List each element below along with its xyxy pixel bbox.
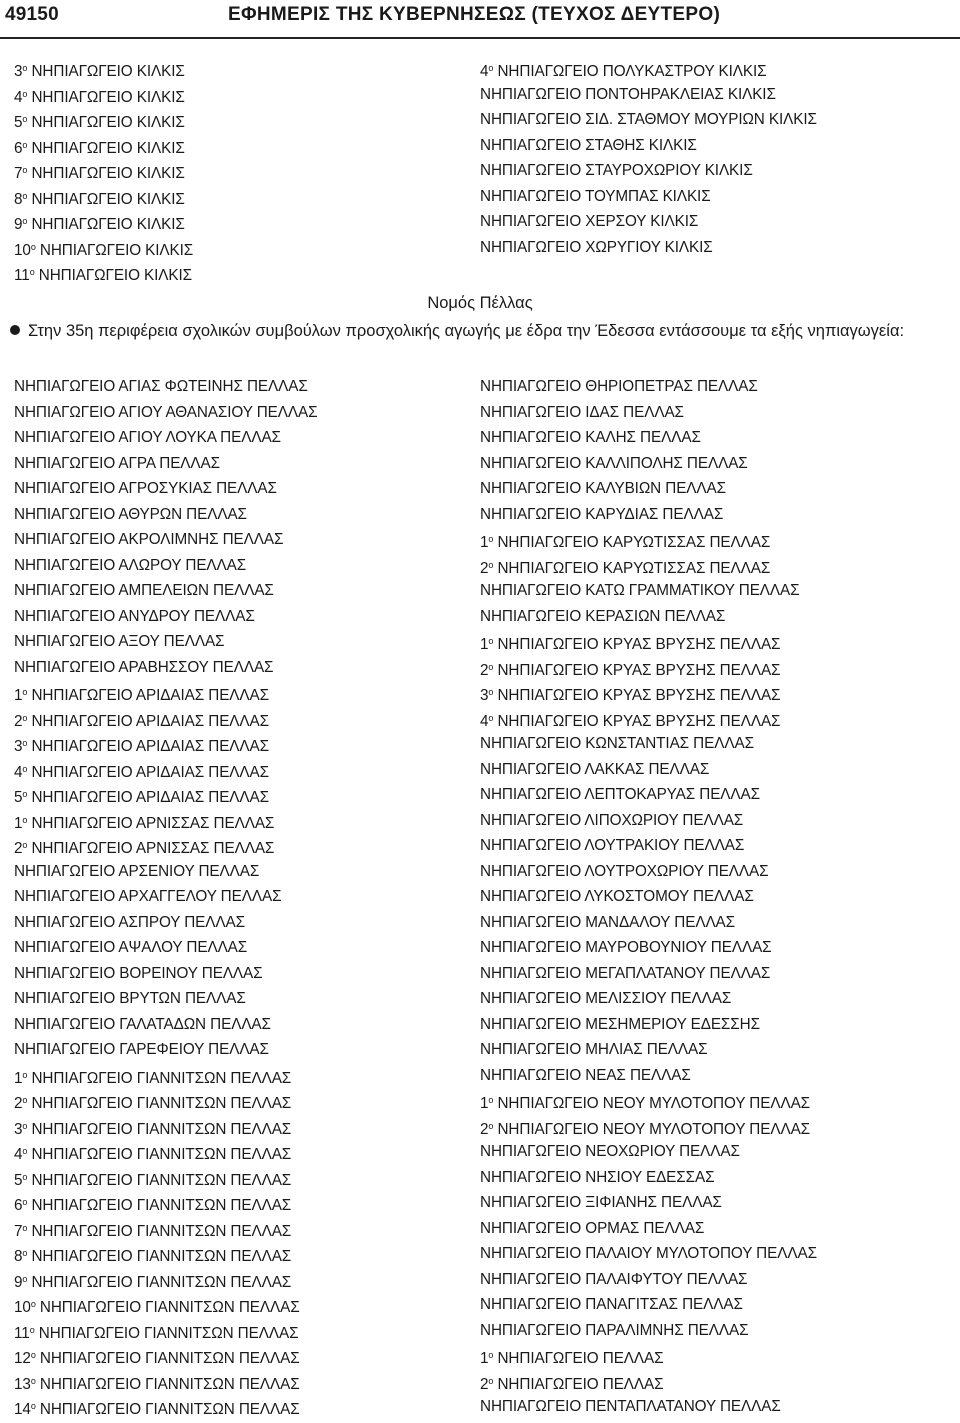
ordinal-suffix: ο	[22, 814, 28, 825]
school-list-item	[480, 1343, 817, 1369]
ordinal-suffix: ο	[488, 1350, 494, 1360]
ordinal-number: 9	[14, 1273, 23, 1291]
school-list-item	[480, 1394, 817, 1420]
school-list-item	[480, 655, 817, 681]
gazette-title: ΕΦΗΜΕΡΙΣ ΤΗΣ ΚΥΒΕΡΝΗΣΕΩΣ (ΤΕΥΧΟΣ ΔΕΥΤΕΡΟ)	[228, 4, 721, 25]
ordinal-number: 2	[480, 661, 489, 679]
ordinal-number: 4	[480, 712, 489, 730]
ordinal-number: 9	[14, 216, 23, 233]
school-name: ΝΗΠΙΑΓΩΓΕΙΟ ΑΓΙΟΥ ΛΟΥΚΑ ΠΕΛΛΑΣ	[14, 429, 281, 446]
school-list-item	[14, 859, 317, 885]
school-list-item	[14, 604, 317, 630]
school-list-item	[14, 56, 193, 82]
school-list-item	[14, 757, 317, 783]
school-name: ΝΗΠΙΑΓΩΓΕΙΟ ΑΡΙΔΑΙΑΣ ΠΕΛΛΑΣ	[27, 687, 269, 704]
school-list-item	[480, 56, 817, 82]
school-list-item	[14, 553, 317, 579]
ordinal-suffix: ο	[22, 63, 28, 73]
ordinal-suffix: ο	[22, 1146, 28, 1156]
school-name: ΝΗΠΙΑΓΩΓΕΙΟ ΣΤΑΘΗΣ ΚΙΛΚΙΣ	[480, 136, 697, 154]
school-name: ΝΗΠΙΑΓΩΓΕΙΟ ΑΡΙΔΑΙΑΣ ΠΕΛΛΑΣ	[27, 763, 269, 781]
school-name: ΝΗΠΙΑΓΩΓΕΙΟ ΙΔΑΣ ΠΕΛΛΑΣ	[480, 403, 684, 421]
bullet-icon	[10, 325, 20, 335]
prefecture-heading: Νομός Πέλλας	[427, 294, 533, 312]
school-name: ΝΗΠΙΑΓΩΓΕΙΟ ΣΙΔ. ΣΤΑΘΜΟΥ ΜΟΥΡΙΩΝ ΚΙΛΚΙΣ	[480, 111, 817, 128]
school-list-item	[480, 1318, 817, 1344]
school-name: ΝΗΠΙΑΓΩΓΕΙΟ ΚΡΥΑΣ ΒΡΥΣΗΣ ΠΕΛΛΑΣ	[493, 687, 781, 704]
ordinal-number: 7	[14, 1222, 23, 1240]
school-list-item	[14, 1139, 317, 1165]
school-name: ΝΗΠΙΑΓΩΓΕΙΟ ΚΑΡΥΩΤΙΣΣΑΣ ΠΕΛΛΑΣ	[493, 534, 771, 551]
pella-list-left	[14, 374, 317, 1420]
ordinal-number: 2	[480, 559, 489, 577]
school-name: ΝΗΠΙΑΓΩΓΕΙΟ ΝΕΟΧΩΡΙΟΥ ΠΕΛΛΑΣ	[480, 1143, 740, 1160]
school-list-item	[480, 1216, 817, 1242]
school-name: ΝΗΠΙΑΓΩΓΕΙΟ ΠΑΛΑΙΦΥΤΟΥ ΠΕΛΛΑΣ	[480, 1270, 748, 1288]
ordinal-number: 4	[14, 763, 23, 781]
ordinal-number: 8	[14, 190, 23, 208]
school-name: ΝΗΠΙΑΓΩΓΕΙΟ ΟΡΜΑΣ ΠΕΛΛΑΣ	[480, 1219, 705, 1237]
school-list-item	[14, 260, 193, 286]
school-list-item	[14, 476, 317, 502]
ordinal-suffix: ο	[29, 267, 35, 277]
ordinal-suffix: ο	[30, 241, 36, 252]
school-list-item	[480, 1292, 817, 1318]
school-name: ΝΗΠΙΑΓΩΓΕΙΟ ΜΑΥΡΟΒΟΥΝΙΟΥ ΠΕΛΛΑΣ	[480, 939, 772, 956]
ordinal-suffix: ο	[488, 63, 494, 73]
school-list-item	[480, 82, 817, 108]
ordinal-number: 10	[14, 1299, 31, 1316]
page-number: 49150	[5, 4, 59, 25]
school-name: ΝΗΠΙΑΓΩΓΕΙΟ ΓΙΑΝΝΙΤΣΩΝ ΠΕΛΛΑΣ	[35, 1401, 300, 1418]
ordinal-number: 5	[14, 114, 23, 131]
school-name: ΝΗΠΙΑΓΩΓΕΙΟ ΚΙΛΚΙΣ	[27, 63, 185, 80]
school-name: ΝΗΠΙΑΓΩΓΕΙΟ ΑΓΡΑ ΠΕΛΛΑΣ	[14, 454, 220, 472]
school-list-item	[14, 1088, 317, 1114]
school-name: ΝΗΠΙΑΓΩΓΕΙΟ ΓΑΛΑΤΑΔΩΝ ΠΕΛΛΑΣ	[14, 1015, 271, 1033]
school-name: ΝΗΠΙΑΓΩΓΕΙΟ ΓΑΡΕΦΕΙΟΥ ΠΕΛΛΑΣ	[14, 1041, 269, 1058]
school-name: ΝΗΠΙΑΓΩΓΕΙΟ ΠΕΛΛΑΣ	[493, 1350, 664, 1367]
school-list-item	[480, 629, 817, 655]
school-name: ΝΗΠΙΑΓΩΓΕΙΟ ΚΑΤΩ ΓΡΑΜΜΑΤΙΚΟΥ ΠΕΛΛΑΣ	[480, 582, 800, 599]
school-list-item	[14, 986, 317, 1012]
ordinal-number: 2	[480, 1375, 489, 1393]
ordinal-suffix: ο	[22, 712, 28, 723]
school-name: ΝΗΠΙΑΓΩΓΕΙΟ ΚΕΡΑΣΙΩΝ ΠΕΛΛΑΣ	[480, 607, 726, 625]
school-name: ΝΗΠΙΑΓΩΓΕΙΟ ΓΙΑΝΝΙΤΣΩΝ ΠΕΛΛΑΣ	[35, 1350, 300, 1367]
school-list-item	[14, 1369, 317, 1395]
ordinal-suffix: ο	[22, 165, 28, 175]
school-list-item	[14, 1318, 317, 1344]
ordinal-suffix: ο	[22, 840, 28, 850]
ordinal-number: 5	[14, 1171, 23, 1189]
school-list-item	[480, 782, 817, 808]
school-list-item	[14, 374, 317, 400]
ordinal-suffix: ο	[488, 1375, 494, 1386]
school-name: ΝΗΠΙΑΓΩΓΕΙΟ ΛΙΠΟΧΩΡΙΟΥ ΠΕΛΛΑΣ	[480, 811, 744, 829]
ordinal-suffix: ο	[488, 559, 494, 570]
school-name: ΝΗΠΙΑΓΩΓΕΙΟ ΑΡΙΔΑΙΑΣ ΠΕΛΛΑΣ	[27, 712, 269, 730]
school-list-item	[14, 527, 317, 553]
ordinal-number: 4	[480, 63, 489, 80]
school-name: ΝΗΠΙΑΓΩΓΕΙΟ ΚΙΛΚΙΣ	[27, 165, 185, 182]
school-name: ΝΗΠΙΑΓΩΓΕΙΟ ΑΛΩΡΟΥ ΠΕΛΛΑΣ	[14, 556, 247, 574]
school-list-item	[480, 884, 817, 910]
school-list-item	[480, 910, 817, 936]
ordinal-suffix: ο	[30, 1299, 36, 1309]
school-name: ΝΗΠΙΑΓΩΓΕΙΟ ΝΕΟΥ ΜΥΛΟΤΟΠΟΥ ΠΕΛΛΑΣ	[493, 1120, 811, 1138]
ordinal-number: 12	[14, 1350, 31, 1367]
school-name: ΝΗΠΙΑΓΩΓΕΙΟ ΚΑΛΛΙΠΟΛΗΣ ΠΕΛΛΑΣ	[480, 454, 748, 472]
ordinal-suffix: ο	[22, 139, 28, 150]
ordinal-number: 1	[480, 1095, 489, 1112]
ordinal-number: 4	[14, 88, 23, 106]
school-name: ΝΗΠΙΑΓΩΓΕΙΟ ΠΑΝΑΓΙΤΣΑΣ ΠΕΛΛΑΣ	[480, 1296, 743, 1313]
school-list-item	[480, 476, 817, 502]
school-list-item	[480, 158, 817, 184]
kilkis-list-left	[14, 56, 193, 286]
pella-list-right	[480, 374, 817, 1420]
school-list-item	[14, 1267, 317, 1293]
ordinal-number: 1	[480, 1350, 489, 1367]
school-name: ΝΗΠΙΑΓΩΓΕΙΟ ΑΘΥΡΩΝ ΠΕΛΛΑΣ	[14, 505, 247, 523]
school-name: ΝΗΠΙΑΓΩΓΕΙΟ ΚΑΛΥΒΙΩΝ ΠΕΛΛΑΣ	[480, 480, 727, 497]
school-name: ΝΗΠΙΑΓΩΓΕΙΟ ΒΡΥΤΩΝ ΠΕΛΛΑΣ	[14, 990, 246, 1007]
school-list-item	[14, 1241, 317, 1267]
school-name: ΝΗΠΙΑΓΩΓΕΙΟ ΠΟΛΥΚΑΣΤΡΟΥ ΚΙΛΚΙΣ	[493, 63, 767, 80]
school-name: ΝΗΠΙΑΓΩΓΕΙΟ ΓΙΑΝΝΙΤΣΩΝ ΠΕΛΛΑΣ	[27, 1069, 292, 1087]
ordinal-number: 3	[14, 1120, 23, 1138]
ordinal-number: 14	[14, 1401, 31, 1418]
ordinal-number: 5	[14, 789, 23, 806]
school-list-item	[14, 578, 317, 604]
school-name: ΝΗΠΙΑΓΩΓΕΙΟ ΚΙΛΚΙΣ	[27, 114, 185, 131]
school-list-item	[14, 935, 317, 961]
ordinal-number: 8	[14, 1248, 23, 1265]
school-name: ΝΗΠΙΑΓΩΓΕΙΟ ΓΙΑΝΝΙΤΣΩΝ ΠΕΛΛΑΣ	[27, 1273, 292, 1291]
ordinal-suffix: ο	[22, 763, 28, 774]
school-list-item	[14, 1190, 317, 1216]
school-list-item	[14, 884, 317, 910]
school-list-item	[480, 374, 817, 400]
school-list-item	[480, 986, 817, 1012]
ordinal-suffix: ο	[30, 1350, 36, 1360]
ordinal-suffix: ο	[30, 1375, 36, 1386]
school-list-item	[480, 1190, 817, 1216]
school-list-item	[14, 808, 317, 834]
school-list-item	[480, 604, 817, 630]
school-name: ΝΗΠΙΑΓΩΓΕΙΟ ΑΡΣΕΝΙΟΥ ΠΕΛΛΑΣ	[14, 862, 260, 880]
school-name: ΝΗΠΙΑΓΩΓΕΙΟ ΓΙΑΝΝΙΤΣΩΝ ΠΕΛΛΑΣ	[27, 1197, 292, 1214]
school-name: ΝΗΠΙΑΓΩΓΕΙΟ ΑΣΠΡΟΥ ΠΕΛΛΑΣ	[14, 913, 245, 931]
ordinal-suffix: ο	[22, 216, 28, 226]
school-list-item	[14, 133, 193, 159]
school-name: ΝΗΠΙΑΓΩΓΕΙΟ ΑΡΝΙΣΣΑΣ ΠΕΛΛΑΣ	[27, 840, 275, 857]
school-list-item	[14, 184, 193, 210]
school-name: ΝΗΠΙΑΓΩΓΕΙΟ ΚΑΛΗΣ ΠΕΛΛΑΣ	[480, 429, 701, 446]
ordinal-number: 2	[14, 712, 23, 730]
school-list-item	[14, 1037, 317, 1063]
school-list-item	[480, 935, 817, 961]
ordinal-number: 10	[14, 241, 31, 259]
school-name: ΝΗΠΙΑΓΩΓΕΙΟ ΓΙΑΝΝΙΤΣΩΝ ΠΕΛΛΑΣ	[35, 1375, 300, 1393]
ordinal-number: 2	[14, 840, 23, 857]
school-list-item	[14, 1012, 317, 1038]
school-name: ΝΗΠΙΑΓΩΓΕΙΟ ΘΗΡΙΟΠΕΤΡΑΣ ΠΕΛΛΑΣ	[480, 378, 758, 395]
school-name: ΝΗΠΙΑΓΩΓΕΙΟ ΑΓΡΟΣΥΚΙΑΣ ΠΕΛΛΑΣ	[14, 480, 277, 497]
school-name: ΝΗΠΙΑΓΩΓΕΙΟ ΚΑΡΥΔΙΑΣ ΠΕΛΛΑΣ	[480, 505, 724, 523]
school-name: ΝΗΠΙΑΓΩΓΕΙΟ ΝΕΟΥ ΜΥΛΟΤΟΠΟΥ ΠΕΛΛΑΣ	[493, 1095, 811, 1112]
school-name: ΝΗΠΙΑΓΩΓΕΙΟ ΛΟΥΤΡΑΚΙΟΥ ΠΕΛΛΑΣ	[480, 837, 745, 854]
school-name: ΝΗΠΙΑΓΩΓΕΙΟ ΓΙΑΝΝΙΤΣΩΝ ΠΕΛΛΑΣ	[35, 1299, 300, 1316]
school-name: ΝΗΠΙΑΓΩΓΕΙΟ ΓΙΑΝΝΙΤΣΩΝ ΠΕΛΛΑΣ	[27, 1095, 292, 1112]
school-name: ΝΗΠΙΑΓΩΓΕΙΟ ΓΙΑΝΝΙΤΣΩΝ ΠΕΛΛΑΣ	[27, 1120, 292, 1138]
school-list-item	[14, 680, 317, 706]
school-list-item	[14, 82, 193, 108]
page-header	[0, 0, 960, 44]
ordinal-number: 1	[14, 687, 23, 704]
school-list-item	[14, 629, 317, 655]
school-name: ΝΗΠΙΑΓΩΓΕΙΟ ΠΕΛΛΑΣ	[493, 1375, 664, 1393]
school-name: ΝΗΠΙΑΓΩΓΕΙΟ ΝΗΣΙΟΥ ΕΔΕΣΣΑΣ	[480, 1168, 715, 1186]
school-name: ΝΗΠΙΑΓΩΓΕΙΟ ΓΙΑΝΝΙΤΣΩΝ ΠΕΛΛΑΣ	[27, 1222, 292, 1240]
school-name: ΝΗΠΙΑΓΩΓΕΙΟ ΑΓΙΟΥ ΑΘΑΝΑΣΙΟΥ ΠΕΛΛΑΣ	[14, 403, 318, 421]
ordinal-suffix: ο	[488, 636, 494, 646]
school-name: ΝΗΠΙΑΓΩΓΕΙΟ ΛΟΥΤΡΟΧΩΡΙΟΥ ΠΕΛΛΑΣ	[480, 862, 769, 880]
school-list-item	[480, 1114, 817, 1140]
school-list-item	[480, 451, 817, 477]
school-list-item	[14, 1063, 317, 1089]
school-name: ΝΗΠΙΑΓΩΓΕΙΟ ΚΙΛΚΙΣ	[27, 190, 185, 208]
ordinal-number: 1	[14, 814, 23, 832]
ordinal-number: 11	[14, 1324, 30, 1342]
ordinal-suffix: ο	[22, 1171, 28, 1182]
ordinal-suffix: ο	[488, 534, 494, 544]
ordinal-number: 11	[14, 267, 30, 284]
school-list-item	[480, 1139, 817, 1165]
school-list-item	[480, 1369, 817, 1395]
school-list-item	[480, 1241, 817, 1267]
school-name: ΝΗΠΙΑΓΩΓΕΙΟ ΑΓΙΑΣ ΦΩΤΕΙΝΗΣ ΠΕΛΛΑΣ	[14, 378, 308, 395]
school-list-item	[14, 1292, 317, 1318]
ordinal-suffix: ο	[22, 1197, 28, 1207]
school-name: ΝΗΠΙΑΓΩΓΕΙΟ ΤΟΥΜΠΑΣ ΚΙΛΚΙΣ	[480, 187, 711, 205]
ordinal-number: 3	[14, 738, 23, 755]
ordinal-suffix: ο	[488, 661, 494, 672]
school-name: ΝΗΠΙΑΓΩΓΕΙΟ ΚΙΛΚΙΣ	[27, 216, 185, 233]
ordinal-suffix: ο	[22, 789, 28, 799]
ordinal-suffix: ο	[29, 1324, 35, 1335]
school-list-item	[480, 1037, 817, 1063]
ordinal-number: 3	[480, 687, 489, 704]
school-name: ΝΗΠΙΑΓΩΓΕΙΟ ΚΩΝΣΤΑΝΤΙΑΣ ΠΕΛΛΑΣ	[480, 735, 754, 752]
school-list-item	[14, 731, 317, 757]
ordinal-number: 1	[14, 1069, 23, 1087]
school-name: ΝΗΠΙΑΓΩΓΕΙΟ ΣΤΑΥΡΟΧΩΡΙΟΥ ΚΙΛΚΙΣ	[480, 162, 753, 179]
school-name: ΝΗΠΙΑΓΩΓΕΙΟ ΜΗΛΙΑΣ ΠΕΛΛΑΣ	[480, 1041, 708, 1058]
school-list-item	[480, 680, 817, 706]
school-name: ΝΗΠΙΑΓΩΓΕΙΟ ΓΙΑΝΝΙΤΣΩΝ ΠΕΛΛΑΣ	[27, 1171, 292, 1189]
school-name: ΝΗΠΙΑΓΩΓΕΙΟ ΑΡΧΑΓΓΕΛΟΥ ΠΕΛΛΑΣ	[14, 888, 282, 905]
school-name: ΝΗΠΙΑΓΩΓΕΙΟ ΜΕΓΑΠΛΑΤΑΝΟΥ ΠΕΛΛΑΣ	[480, 964, 771, 982]
school-name: ΝΗΠΙΑΓΩΓΕΙΟ ΠΟΝΤΟΗΡΑΚΛΕΙΑΣ ΚΙΛΚΙΣ	[480, 85, 776, 103]
ordinal-suffix: ο	[488, 1120, 494, 1131]
school-name: ΝΗΠΙΑΓΩΓΕΙΟ ΚΙΛΚΙΣ	[34, 267, 193, 284]
ordinal-number: 7	[14, 165, 23, 182]
ordinal-suffix: ο	[22, 1095, 28, 1105]
school-name: ΝΗΠΙΑΓΩΓΕΙΟ ΑΞΟΥ ΠΕΛΛΑΣ	[14, 633, 225, 650]
school-name: ΝΗΠΙΑΓΩΓΕΙΟ ΝΕΑΣ ΠΕΛΛΑΣ	[480, 1066, 691, 1084]
school-list-item	[14, 1216, 317, 1242]
school-name: ΝΗΠΙΑΓΩΓΕΙΟ ΑΡΝΙΣΣΑΣ ΠΕΛΛΑΣ	[27, 814, 275, 832]
school-list-item	[14, 502, 317, 528]
school-list-item	[480, 578, 817, 604]
ordinal-suffix: ο	[22, 1273, 28, 1284]
school-list-item	[14, 425, 317, 451]
school-list-item	[14, 400, 317, 426]
header-rule	[0, 37, 960, 39]
ordinal-suffix: ο	[22, 738, 28, 748]
school-list-item	[14, 1394, 317, 1420]
school-name: ΝΗΠΙΑΓΩΓΕΙΟ ΧΕΡΣΟΥ ΚΙΛΚΙΣ	[480, 213, 699, 230]
school-name: ΝΗΠΙΑΓΩΓΕΙΟ ΑΨΑΛΟΥ ΠΕΛΛΑΣ	[14, 939, 248, 956]
ordinal-suffix: ο	[22, 1222, 28, 1233]
ordinal-suffix: ο	[22, 190, 28, 201]
ordinal-suffix: ο	[22, 88, 28, 99]
school-list-item	[480, 1012, 817, 1038]
school-list-item	[480, 235, 817, 261]
school-list-item	[480, 1088, 817, 1114]
school-name: ΝΗΠΙΑΓΩΓΕΙΟ ΜΕΣΗΜΕΡΙΟΥ ΕΔΕΣΣΗΣ	[480, 1015, 760, 1033]
school-name: ΝΗΠΙΑΓΩΓΕΙΟ ΑΚΡΟΛΙΜΝΗΣ ΠΕΛΛΑΣ	[14, 531, 284, 548]
ordinal-suffix: ο	[488, 712, 494, 723]
school-name: ΝΗΠΙΑΓΩΓΕΙΟ ΧΩΡΥΓΙΟΥ ΚΙΛΚΙΣ	[480, 238, 713, 256]
school-list-item	[480, 833, 817, 859]
school-name: ΝΗΠΙΑΓΩΓΕΙΟ ΚΙΛΚΙΣ	[35, 241, 194, 259]
ordinal-number: 1	[480, 636, 489, 653]
school-list-item	[480, 808, 817, 834]
school-name: ΝΗΠΙΑΓΩΓΕΙΟ ΚΙΛΚΙΣ	[27, 88, 185, 106]
school-list-item	[480, 1063, 817, 1089]
school-list-item	[480, 961, 817, 987]
ordinal-number: 6	[14, 139, 23, 157]
school-name: ΝΗΠΙΑΓΩΓΕΙΟ ΑΜΠΕΛΕΙΩΝ ΠΕΛΛΑΣ	[14, 582, 274, 599]
school-name: ΝΗΠΙΑΓΩΓΕΙΟ ΠΑΡΑΛΙΜΝΗΣ ΠΕΛΛΑΣ	[480, 1321, 749, 1339]
school-list-item	[14, 209, 193, 235]
school-list-item	[480, 527, 817, 553]
school-list-item	[480, 400, 817, 426]
school-name: ΝΗΠΙΑΓΩΓΕΙΟ ΞΙΦΙΑΝΗΣ ΠΕΛΛΑΣ	[480, 1194, 722, 1211]
school-name: ΝΗΠΙΑΓΩΓΕΙΟ ΓΙΑΝΝΙΤΣΩΝ ΠΕΛΛΑΣ	[27, 1146, 292, 1163]
ordinal-number: 2	[480, 1120, 489, 1138]
school-list-item	[480, 757, 817, 783]
school-name: ΝΗΠΙΑΓΩΓΕΙΟ ΓΙΑΝΝΙΤΣΩΝ ΠΕΛΛΑΣ	[27, 1248, 292, 1265]
school-list-item	[14, 706, 317, 732]
intro-paragraph	[4, 320, 956, 343]
school-list-item	[480, 502, 817, 528]
school-list-item	[14, 107, 193, 133]
ordinal-suffix: ο	[488, 1095, 494, 1105]
school-name: ΝΗΠΙΑΓΩΓΕΙΟ ΑΡΙΔΑΙΑΣ ΠΕΛΛΑΣ	[27, 789, 269, 806]
ordinal-suffix: ο	[22, 687, 28, 697]
ordinal-number: 2	[14, 1095, 23, 1112]
school-list-item	[14, 1343, 317, 1369]
school-list-item	[14, 1165, 317, 1191]
ordinal-suffix: ο	[22, 1120, 28, 1131]
school-list-item	[14, 451, 317, 477]
school-name: ΝΗΠΙΑΓΩΓΕΙΟ ΑΡΑΒΗΣΣΟΥ ΠΕΛΛΑΣ	[14, 658, 274, 676]
school-list-item	[480, 706, 817, 732]
ordinal-suffix: ο	[488, 687, 494, 697]
school-name: ΝΗΠΙΑΓΩΓΕΙΟ ΚΡΥΑΣ ΒΡΥΣΗΣ ΠΕΛΛΑΣ	[493, 636, 781, 653]
ordinal-number: 4	[14, 1146, 23, 1163]
school-list-item	[14, 1114, 317, 1140]
school-name: ΝΗΠΙΑΓΩΓΕΙΟ ΜΕΛΙΣΣΙΟΥ ΠΕΛΛΑΣ	[480, 990, 732, 1007]
school-list-item	[480, 209, 817, 235]
kilkis-list-right	[480, 56, 817, 260]
school-name: ΝΗΠΙΑΓΩΓΕΙΟ ΛΑΚΚΑΣ ΠΕΛΛΑΣ	[480, 760, 710, 778]
school-name: ΝΗΠΙΑΓΩΓΕΙΟ ΛΥΚΟΣΤΟΜΟΥ ΠΕΛΛΑΣ	[480, 888, 754, 905]
school-list-item	[480, 107, 817, 133]
ordinal-number: 13	[14, 1375, 31, 1393]
school-list-item	[480, 133, 817, 159]
school-list-item	[480, 553, 817, 579]
school-name: ΝΗΠΙΑΓΩΓΕΙΟ ΠΑΛΑΙΟΥ ΜΥΛΟΤΟΠΟΥ ΠΕΛΛΑΣ	[480, 1245, 817, 1262]
school-list-item	[14, 655, 317, 681]
school-list-item	[14, 910, 317, 936]
school-name: ΝΗΠΙΑΓΩΓΕΙΟ ΛΕΠΤΟΚΑΡΥΑΣ ΠΕΛΛΑΣ	[480, 786, 760, 803]
school-list-item	[480, 731, 817, 757]
school-list-item	[480, 425, 817, 451]
school-name: ΝΗΠΙΑΓΩΓΕΙΟ ΚΡΥΑΣ ΒΡΥΣΗΣ ΠΕΛΛΑΣ	[493, 661, 781, 679]
school-list-item	[14, 235, 193, 261]
school-list-item	[480, 1165, 817, 1191]
school-name: ΝΗΠΙΑΓΩΓΕΙΟ ΑΝΥΔΡΟΥ ΠΕΛΛΑΣ	[14, 607, 255, 625]
school-name: ΝΗΠΙΑΓΩΓΕΙΟ ΚΙΛΚΙΣ	[27, 139, 185, 157]
school-list-item	[14, 158, 193, 184]
ordinal-suffix: ο	[30, 1401, 36, 1411]
school-name: ΝΗΠΙΑΓΩΓΕΙΟ ΜΑΝΔΑΛΟΥ ΠΕΛΛΑΣ	[480, 913, 736, 931]
school-name: ΝΗΠΙΑΓΩΓΕΙΟ ΑΡΙΔΑΙΑΣ ΠΕΛΛΑΣ	[27, 738, 269, 755]
ordinal-number: 1	[480, 534, 489, 551]
ordinal-suffix: ο	[22, 1069, 28, 1080]
school-name: ΝΗΠΙΑΓΩΓΕΙΟ ΒΟΡΕΙΝΟΥ ΠΕΛΛΑΣ	[14, 964, 263, 982]
school-list-item	[480, 184, 817, 210]
school-name: ΝΗΠΙΑΓΩΓΕΙΟ ΚΡΥΑΣ ΒΡΥΣΗΣ ΠΕΛΛΑΣ	[493, 712, 781, 730]
school-list-item	[480, 859, 817, 885]
school-list-item	[480, 1267, 817, 1293]
school-list-item	[14, 961, 317, 987]
ordinal-number: 6	[14, 1197, 23, 1214]
ordinal-suffix: ο	[22, 1248, 28, 1258]
school-list-item	[14, 833, 317, 859]
school-list-item	[14, 782, 317, 808]
school-name: ΝΗΠΙΑΓΩΓΕΙΟ ΓΙΑΝΝΙΤΣΩΝ ΠΕΛΛΑΣ	[34, 1324, 299, 1342]
intro-text: Στην 35η περιφέρεια σχολικών συμβούλων προσχολικής αγωγής με έδρα την Έδεσσα εντάσσουμε τα εξής νηπιαγωγεία:	[28, 322, 905, 340]
ordinal-suffix: ο	[22, 114, 28, 124]
school-name: ΝΗΠΙΑΓΩΓΕΙΟ ΚΑΡΥΩΤΙΣΣΑΣ ΠΕΛΛΑΣ	[493, 559, 771, 577]
ordinal-number: 3	[14, 63, 23, 80]
school-name: ΝΗΠΙΑΓΩΓΕΙΟ ΠΕΝΤΑΠΛΑΤΑΝΟΥ ΠΕΛΛΑΣ	[480, 1398, 781, 1415]
